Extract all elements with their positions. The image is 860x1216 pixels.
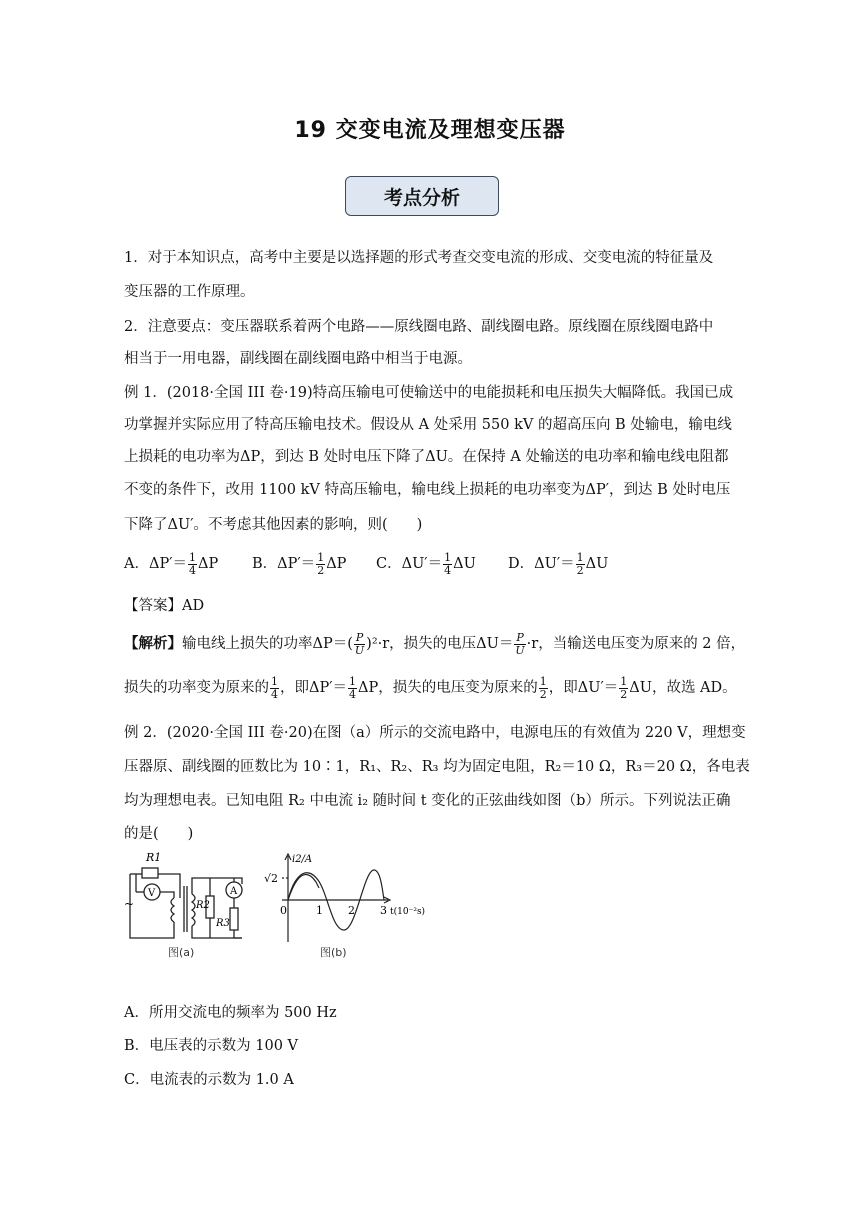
choice-c: C．ΔU′＝ $\frac{1}{4}$ ΔU	[376, 550, 476, 577]
example1-line4: 不变的条件下，改用 1100 kV 特高压输电，输电线上损耗的电功率变为ΔP′，到达 B 处时电压	[124, 482, 731, 498]
example1-analysis-line1: 【解析】输电线上损失的功率ΔP＝( $\frac{P}{U}$ )²·r，损失的电压ΔU＝ $\frac{P}{U}$ ·r，当输送电压变为原来的 2 倍，	[124, 630, 746, 657]
choice-a: A．ΔP′＝ $\frac{1}{4}$ ΔP	[124, 550, 219, 577]
example2-line2: 压器原、副线圈的匝数比为 10∶1，R₁、R₂、R₃ 均为固定电阻，R₂＝10 Ω，R₃＝20 Ω，各电表	[124, 759, 750, 775]
label-r3: R3	[216, 918, 230, 929]
intro-p2-line2: 相当于一用电器，副线圈在副线圈电路中相当于电源。	[124, 351, 472, 367]
example2-figure	[122, 846, 442, 966]
tick-3: 3	[380, 904, 387, 917]
meter-a: A	[230, 886, 238, 897]
y-axis-label: i2/A	[292, 854, 313, 865]
x-axis-label: t(10⁻²s)	[390, 907, 426, 917]
choice-b: B．ΔP′＝ $\frac{1}{2}$ ΔP	[252, 550, 347, 577]
label-r1: R1	[146, 851, 162, 864]
section-badge: 考点分析	[345, 176, 499, 216]
example2-line3: 均为理想电表。已知电阻 R₂ 中电流 i₂ 随时间 t 变化的正弦曲线如图（b）所示。下列说法正确	[124, 793, 731, 809]
origin-label: 0	[280, 904, 287, 917]
example2-choice-b: B．电压表的示数为 100 V	[124, 1038, 299, 1054]
sine-graph-b	[282, 854, 390, 942]
example1-analysis-line2: 损失的功率变为原来的 $\frac{1}{4}$ ，即ΔP′＝ $\frac{1}{4}$ ΔP，损失的电压变为原来的 $\frac{1}{2}$ ，即ΔU′＝ $\frac{1}{2}$ ΔU，故选 AD。	[124, 674, 737, 701]
tick-1: 1	[316, 904, 323, 917]
intro-p1-line2: 变压器的工作原理。	[124, 284, 255, 300]
page-title: 19 交变电流及理想变压器	[294, 118, 566, 143]
example2-choice-c: C．电流表的示数为 1.0 A	[124, 1072, 294, 1088]
example1-line2: 功掌握并实际应用了特高压输电技术。假设从 A 处采用 550 kV 的超高压向 B 处输电，输电线	[124, 417, 732, 433]
choice-d: D．ΔU′＝ $\frac{1}{2}$ ΔU	[508, 550, 609, 577]
intro-p2-line1: 2．注意要点：变压器联系着两个电路——原线圈电路、副线圈电路。原线圈在原线圈电路中	[124, 319, 714, 335]
example1-line5: 下降了ΔU′。不考虑其他因素的影响，则( )	[124, 517, 423, 533]
ac-source-icon: ~	[124, 897, 135, 911]
caption-b: 图(b)	[320, 946, 347, 959]
example1-answer: 【答案】AD	[124, 598, 205, 614]
meter-v: V	[148, 888, 156, 899]
caption-a: 图(a)	[168, 946, 195, 959]
example1-choices	[124, 550, 748, 578]
example2-line4: 的是( )	[124, 826, 194, 842]
intro-p1-line1: 1．对于本知识点，高考中主要是以选择题的形式考查交变电流的形成、交变电流的特征量及	[124, 250, 714, 266]
example2-choice-a: A．所用交流电的频率为 500 Hz	[124, 1005, 337, 1021]
example1-line1: 例 1．(2018·全国 III 卷·19)特高压输电可使输送中的电能损耗和电压损失大幅降低。我国已成	[124, 385, 734, 401]
tick-2: 2	[348, 904, 355, 917]
example2-line1: 例 2．(2020·全国 III 卷·20)在图（a）所示的交流电路中，电源电压的有效值为 220 V，理想变	[124, 725, 746, 741]
example1-line3: 上损耗的电功率为ΔP，到达 B 处时电压下降了ΔU。在保持 A 处输送的电功率和输电线电阻都	[124, 449, 729, 465]
y-peak-label: √2	[264, 872, 279, 885]
label-r2: R2	[196, 900, 210, 911]
